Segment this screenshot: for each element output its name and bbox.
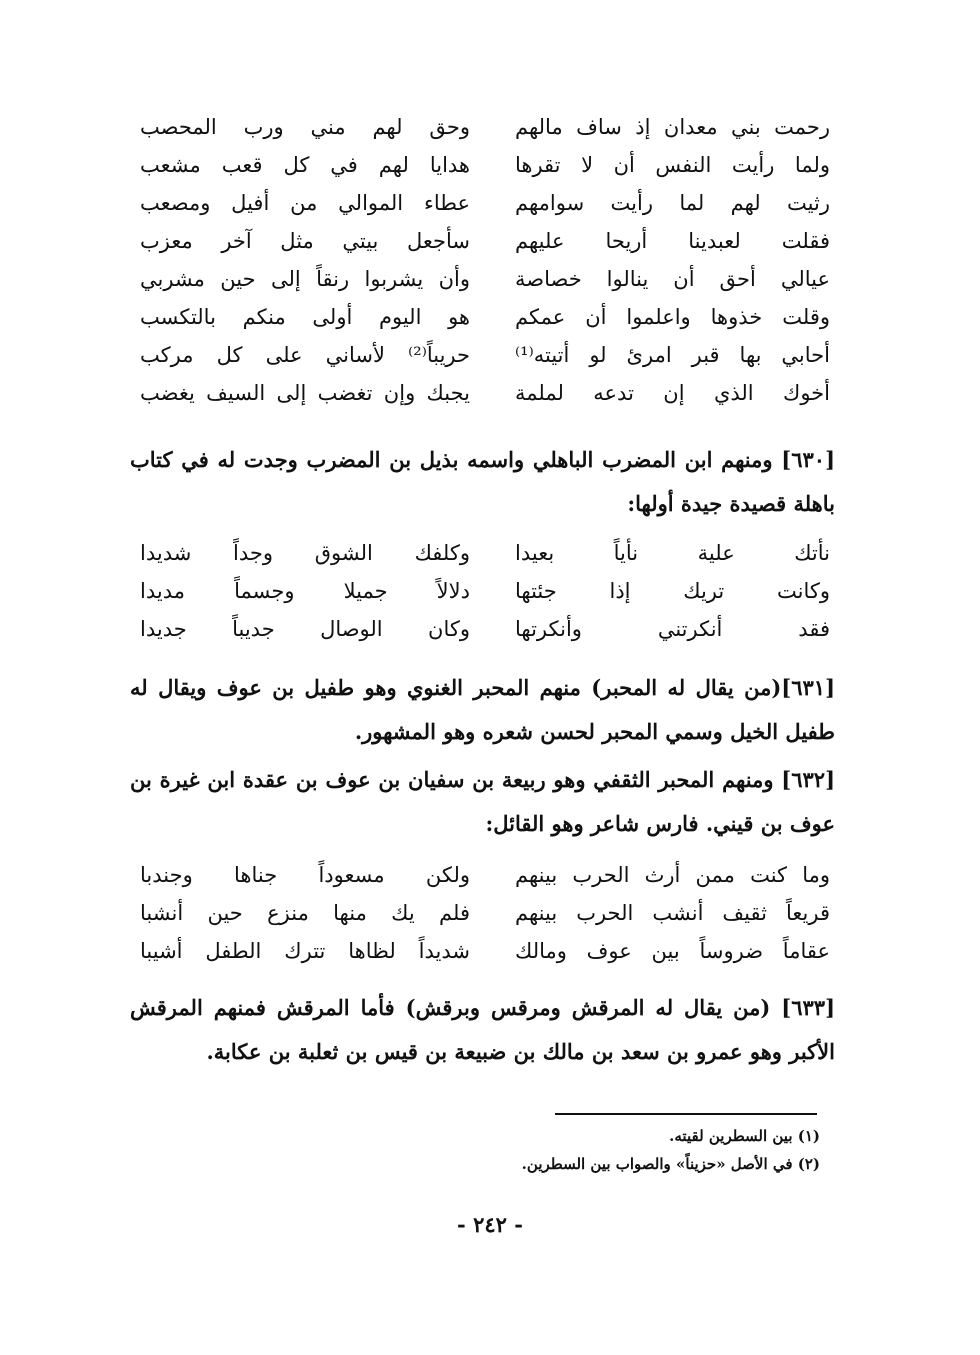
verse-line <box>140 856 830 894</box>
verse-line <box>140 932 830 970</box>
verse-line <box>140 894 830 932</box>
paragraph-630: [٦٣٠] ومنهم ابن المضرب الباهلي واسمه بذيل بن المضرب وجدت له في كتاب باهلة قصيدة جيدة أولها: <box>130 447 835 516</box>
verse-first-hemistich: ولما رأيت النفس أن لا تقرها <box>515 153 830 177</box>
verse-second-hemistich: هو اليوم أولى منكم بالتكسب <box>140 305 470 329</box>
verse-first-hemistich: فقد أنكرتني وأنكرتها <box>515 617 830 641</box>
verse-first-hemistich: رحمت بني معدان إذ ساف مالهم <box>515 115 830 139</box>
page-number: - ٢٤٢ - <box>457 1212 523 1237</box>
verse-first-hemistich: فقلت لعبدينا أريحا عليهم <box>515 229 830 253</box>
verse-second-hemistich: سأجعل بيتي مثل آخر معزب <box>140 229 470 253</box>
verse-second-hemistich: حريباً⁽²⁾ لأساني على كل مركب <box>140 343 470 367</box>
verse-first-hemistich: وقلت خذوها واعلموا أن عمكم <box>515 305 830 329</box>
verse-line <box>140 146 830 184</box>
verse-second-hemistich: يجبك وإن تغضب إلى السيف يغضب <box>140 381 470 405</box>
verse-second-hemistich: وحق لهم مني ورب المحصب <box>140 115 470 139</box>
verse-line <box>140 184 830 222</box>
footnote-1: (١) بين السطرين لقيته. <box>669 1127 820 1145</box>
paragraph-631: [٦٣١](من يقال له المحبر) منهم المحبر الغنوي وهو طفيل بن عوف ويقال له طفيل الخيل وسمي المحبر لحسن شعره وهو المشهور. <box>130 675 835 744</box>
verse-first-hemistich: أحابي بها قبر امرئ لو أتيته⁽¹⁾ <box>515 343 830 367</box>
verse-second-hemistich: وأن يشربوا رنقاً إلى حين مشربي <box>140 267 470 291</box>
verse-line <box>140 610 830 648</box>
verse-second-hemistich: وكلفك الشوق وجداً شديدا <box>140 541 470 565</box>
poem-block-3 <box>140 856 830 970</box>
footnote-divider <box>555 1113 817 1115</box>
verse-line <box>140 298 830 336</box>
verse-first-hemistich: عيالي أحق أن ينالوا خصاصة <box>515 267 830 291</box>
verse-second-hemistich: ولكن مسعوداً جناها وجندبا <box>140 863 470 887</box>
verse-second-hemistich: دلالاً جميلا وجسماً مديدا <box>140 579 470 603</box>
verse-first-hemistich: رثيت لهم لما رأيت سوامهم <box>515 191 830 215</box>
verse-second-hemistich: هدايا لهم في كل قعب مشعب <box>140 153 470 177</box>
footnote-2: (٢) في الأصل «حزيناً» والصواب بين السطرين. <box>521 1155 820 1173</box>
verse-line <box>140 108 830 146</box>
verse-line <box>140 336 830 374</box>
verse-line <box>140 534 830 572</box>
verse-first-hemistich: وكانت تريك إذا جئتها <box>515 579 830 603</box>
verse-first-hemistich: قريعاً ثقيف أنشب الحرب بينهم <box>515 901 830 925</box>
poem-block-1 <box>140 108 830 412</box>
verse-line <box>140 222 830 260</box>
verse-second-hemistich: شديداً لظاها تترك الطفل أشيبا <box>140 939 470 963</box>
verse-line <box>140 260 830 298</box>
verse-first-hemistich: أخوك الذي إن تدعه لملمة <box>515 381 830 405</box>
verse-first-hemistich: نأتك علية نأياً بعيدا <box>515 541 830 565</box>
verse-second-hemistich: عطاء الموالي من أفيل ومصعب <box>140 191 470 215</box>
poem-block-2 <box>140 534 830 648</box>
paragraph-632: [٦٣٢] ومنهم المحبر الثقفي وهو ربيعة بن سفيان بن عوف بن عقدة ابن غيرة بن عوف بن قيني. فارس شاعر وهو القائل: <box>130 767 835 836</box>
verse-line <box>140 374 830 412</box>
verse-line <box>140 572 830 610</box>
verse-second-hemistich: فلم يك منها منزع حين أنشبا <box>140 901 470 925</box>
paragraph-633: [٦٣٣] (من يقال له المرقش ومرقس وبرقش) فأما المرقش فمنهم المرقش الأكبر وهو عمرو بن سعد بن مالك بن ضبيعة بن قيس بن ثعلبة بن عكابة. <box>130 995 835 1064</box>
verse-second-hemistich: وكان الوصال جديباً جديدا <box>140 617 470 641</box>
verse-first-hemistich: عقاماً ضروساً بين عوف ومالك <box>515 939 830 963</box>
verse-first-hemistich: وما كنت ممن أرث الحرب بينهم <box>515 863 830 887</box>
